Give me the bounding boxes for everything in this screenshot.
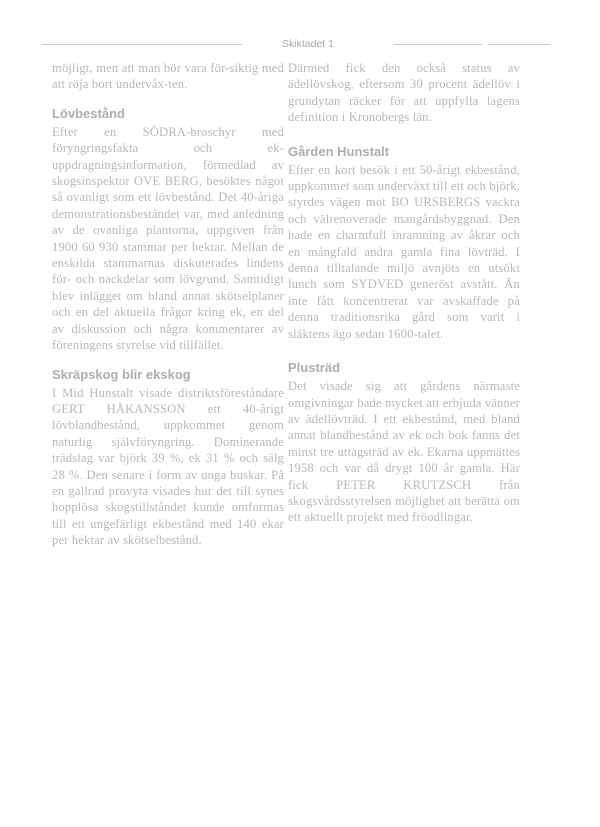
section-heading-garden-hunstalt: Gården Hunstalt bbox=[288, 143, 390, 159]
header-rule bbox=[394, 44, 482, 45]
section-text-lovbestand: Efter en SÖDRA-broschyr med föryngringsfakta och ek-uppdragningsinformation, förmedlad av skogsinspektor OVE BERG, besöktes något så ovanligt som ett lövbestånd. Det 40-åriga demonstrationsbeståndet var, med anledning av de ovanliga plantorna, uppgiven från 1900 60 930 stammar per hektar. Mellan de enskilda stammarnas diskuterades lindens för- och nackdelar som lövgrund. Samtidigt blev inlägget om bland annat skötselplaner och en del aktuella frågor kring ek, en del av diskussion och några kommentarer av föreningens styrelse vid tillfället. bbox=[52, 124, 284, 353]
right-intro-paragraph: Därmed fick den också status av ädellövskog, eftersom 30 procent ädellöv i grundytan räcker för att uppfylla lagens definition i Kronobergs län. bbox=[288, 61, 520, 125]
header-rule bbox=[42, 44, 242, 45]
left-intro-paragraph: möjligt, men att man bör vara för-siktig med att röja bort undervåx-ten. bbox=[52, 61, 284, 92]
left-column bbox=[52, 60, 284, 549]
section-heading-lovbestand: Lövbestånd bbox=[52, 105, 125, 121]
header-rule bbox=[488, 44, 550, 45]
page-header bbox=[36, 37, 564, 51]
right-column bbox=[288, 60, 520, 526]
section-text-plustrad: Det visade sig att gårdens närmaste omgivningar bade mycket att erbjuda vänner av ädellövträd. I ett ekbestånd, med bland annat blandbestånd av ek och bok fanns det minst tre uttagsträd av ek. Ekarna uppmättes 1958 och var då drygt 100 år gamla. Här fick PETER KRUTZSCH från skogsvårdsstyrelsen möjlighet att berätta om ett aktuellt projekt med fröodlingar. bbox=[288, 379, 520, 525]
page-header-title: Skiktadet 1 bbox=[282, 38, 334, 50]
section-heading-plustrad: Plusträd bbox=[288, 360, 341, 376]
section-heading-skrapskog: Skräpskog blir ekskog bbox=[52, 366, 191, 382]
section-text-skrapskog: I Mid Hunstalt visade distriktsföreståndare GERT HÅKANSSON ett 40-årigt lövblandbestånd, uppkommet genom naturlig självföryngring. Dominerande trädslag var björk 39 %, ek 31 % och sälg 28 %. Den senare i form av unga buskar. På en gallrad provyta visades hur det till synes hopplösa skogstillståndet kunde omformas till ett ungefärligt ekbestånd med 140 ekar per hektar av skötselbestånd. bbox=[52, 385, 284, 548]
section-text-garden-hunstalt: Efter en kort besök i ett 50-årigt ekbestånd, uppkommet som underväxt till ett och björk, styrdes vägen mot BO URSBERGS vackra och välrenoverade mangårdsbyggnad. Den hade en charmfull inramning av åkrar och en mångfald andra gamla fina lövträd. I denna tilltalande miljö avnjöts en utsökt lunch som SYDVED generöst avstått. Än inte fått koncentrerat var avskaffade på denna traditionsrika gård som varit i släktens ägo sedan 1600-talet. bbox=[288, 162, 520, 341]
